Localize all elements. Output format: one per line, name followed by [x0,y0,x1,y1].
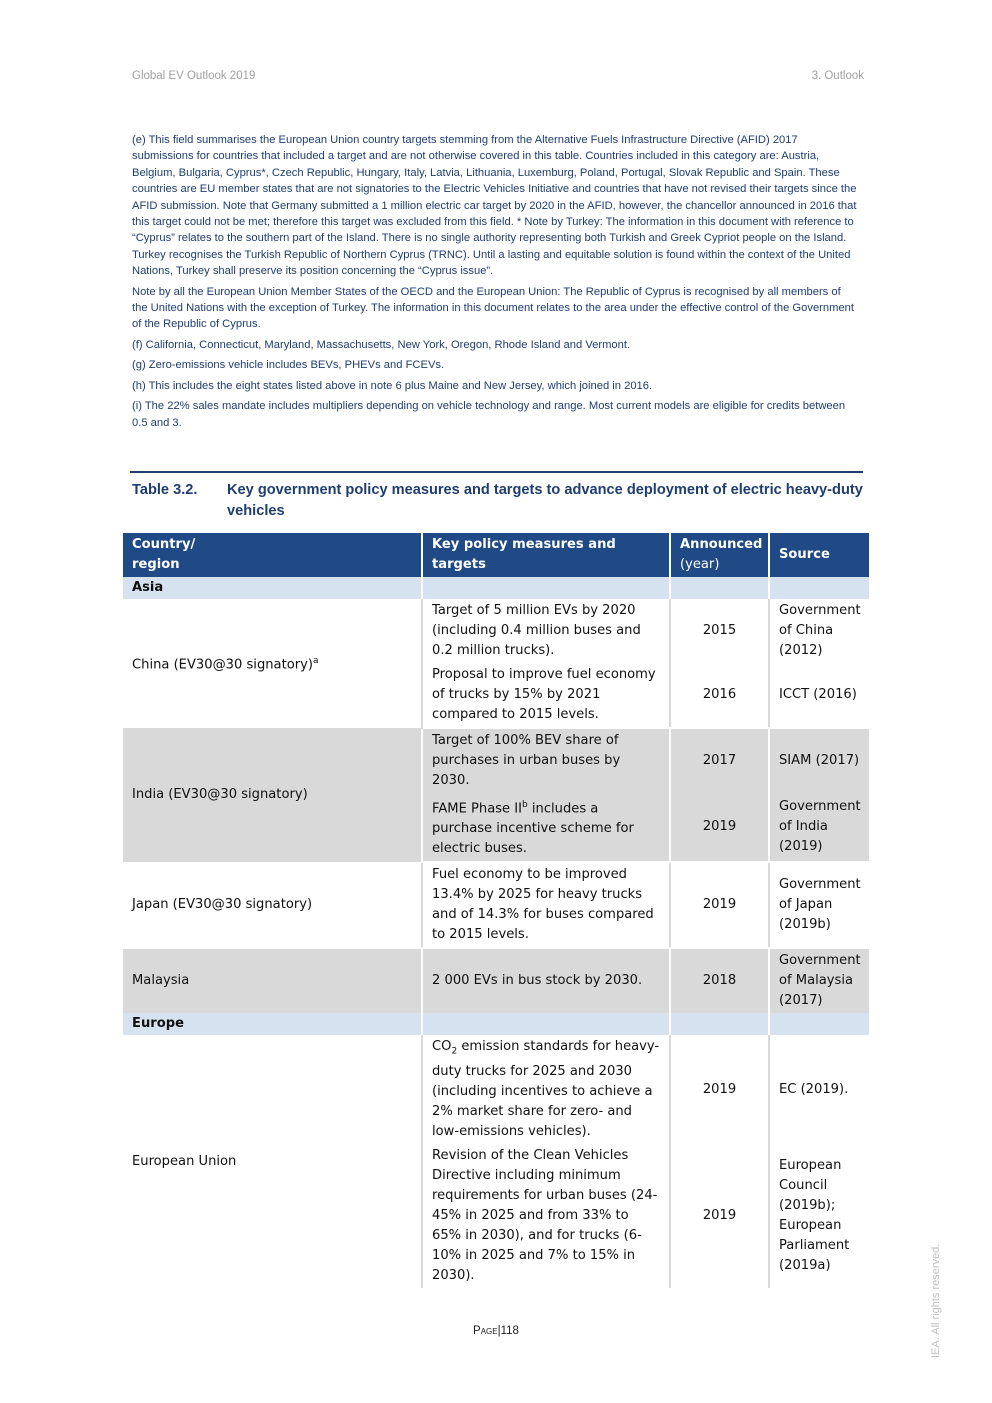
country-cell: Malaysia [123,948,422,1013]
source-cell: Government of Japan (2019b) [769,862,869,948]
source-cell: Government of India (2019) [769,793,869,862]
source-cell: Government of Malaysia (2017) [769,948,869,1013]
table-row [123,862,869,948]
policy-table [123,533,869,1288]
table-number: Table 3.2. [132,482,198,498]
country-cell: European Union [123,1035,422,1288]
country-cell: Japan (EV30@30 signatory) [123,862,422,948]
subscript: 2 [451,1046,458,1057]
measure-text: includes a purchase incentive scheme for electric buses. [432,801,634,857]
section-spacer [769,577,869,599]
source-cell: ICCT (2016) [769,663,869,728]
page-separator: | [497,1325,501,1337]
page-label: Page [473,1325,498,1337]
note-h: (h) This includes the eight states listed above in note 6 plus Maine and New Jersey, which joined in 2016. [132,379,653,392]
header-country-line1: Country/ [132,537,196,552]
page-number: 118 [500,1325,519,1337]
year-cell: 2015 [670,599,769,663]
header-announced-label: Announced [680,537,763,552]
running-header-chapter: 3. Outlook [811,70,864,82]
note-e: (e) This field summarises the European Union country targets stemming from the Alternative Fuels Infrastructure Directive (AFID) 2017 submissions for countries that included a target and are not otherwise covered in this table. Countries included in this category are: Austria, Belgium, Bulgaria, Cyprus*, Czech Republic, Hungary, Italy, Latvia, Lithuania, Luxemburg, Poland, Portugal, Slovak Republic and Spain. These countries are EU member states that are not signatories to the Electric Vehicles Initiative and countries that have not revised their targets since the AFID submission. Note that Germany submitted a 1 million electric car target by 2020 in the AFID, however, the chancellor announced in 2016 that this target could not be met; therefore this target was excluded from this field. * Note by Turkey: The information in this document with reference to “Cyprus” relates to the southern part of the Island. There is no single authority representing both Turkish and Greek Cypriot people on the Island. Turkey recognises the Turkish Republic of Northern Cyprus (TRNC). Until a lasting and equitable solution is found within the context of the United Nations, Turkey shall preserve its position concerning the “Cyprus issue”. [132,134,857,278]
measure-cell: Target of 5 million EVs by 2020 (including 0.4 million buses and 0.2 million trucks). [422,599,670,663]
table-row [123,599,869,663]
note-i: (i) The 22% sales mandate includes multipliers depending on vehicle technology and range. Most current models are eligible for credits between 0.5 and 3. [132,400,846,429]
section-spacer [769,1013,869,1035]
copyright-side-text: IEA. All rights reserved. [930,1243,942,1358]
header-measures: Key policy measures and targets [422,533,670,577]
section-spacer [422,1013,670,1035]
measure-text: FAME Phase II [432,801,522,817]
header-country [123,533,422,577]
source-cell: Government of China (2012) [769,599,869,663]
section-label: Europe [123,1013,422,1035]
table-row [123,1035,869,1144]
measure-cell: Proposal to improve fuel economy of trucks by 15% by 2021 compared to 2015 levels. [422,663,670,728]
footnote-marker: b [522,800,528,810]
source-cell: EC (2019). [769,1035,869,1144]
measure-cell: Target of 100% BEV share of purchases in urban buses by 2030. [422,728,670,793]
year-cell: 2017 [670,728,769,793]
section-row-europe [123,1013,869,1035]
year-cell: 2016 [670,663,769,728]
year-cell: 2019 [670,1035,769,1144]
year-cell: 2018 [670,948,769,1013]
footnote-marker: a [312,656,319,667]
country-name: China (EV30@30 signatory) [132,657,313,673]
table-row [123,728,869,793]
header-source: Source [769,533,869,577]
section-spacer [670,577,769,599]
table-caption [130,471,863,522]
year-cell: 2019 [670,793,769,862]
year-cell: 2019 [670,1144,769,1288]
table-header-row [123,533,869,577]
page-footer [0,1325,992,1337]
section-row-asia [123,577,869,599]
header-country-line2: region [132,557,180,572]
section-spacer [422,577,670,599]
year-cell: 2019 [670,862,769,948]
note-cyprus: Note by all the European Union Member States of the OECD and the European Union: The Republic of Cyprus is recognised by all members of the United Nations with the exception of Turkey. The information in this document relates to the area under the effective control of the Government of the Republic of Cyprus. [132,285,854,331]
source-cell: SIAM (2017) [769,728,869,793]
country-cell [123,599,422,728]
header-announced-sub: (year) [680,557,720,572]
measure-cell: Fuel economy to be improved 13.4% by 2025 for heavy trucks and of 14.3% for buses compared to 2015 levels. [422,862,670,948]
table-row [123,948,869,1013]
section-spacer [670,1013,769,1035]
measure-cell [422,1035,670,1144]
note-f: (f) California, Connecticut, Maryland, Massachusetts, New York, Oregon, Rhode Island and Vermont. [132,338,631,351]
running-header-title: Global EV Outlook 2019 [132,70,256,82]
source-cell: European Council (2019b); European Parliament (2019a) [769,1144,869,1288]
measure-text: emission standards for heavy-duty trucks for 2025 and 2030 (including incentives to achieve a 2% market share for zero- and low-emissions vehicles). [432,1039,660,1139]
header-announced [670,533,769,577]
measure-cell [422,793,670,862]
section-label: Asia [123,577,422,599]
country-cell: India (EV30@30 signatory) [123,728,422,862]
table-notes [132,132,858,435]
note-g: (g) Zero-emissions vehicle includes BEVs, PHEVs and FCEVs. [132,359,445,372]
measure-cell: Revision of the Clean Vehicles Directive including minimum requirements for urban buses (24-45% in 2025 and from 33% to 65% in 2030), and for trucks (6-10% in 2025 and 7% to 15% in 2030). [422,1144,670,1288]
measure-text: CO [432,1039,452,1055]
table-title: Key government policy measures and targets to advance deployment of electric heavy-duty vehicles [227,482,863,519]
measure-cell: 2 000 EVs in bus stock by 2030. [422,948,670,1013]
